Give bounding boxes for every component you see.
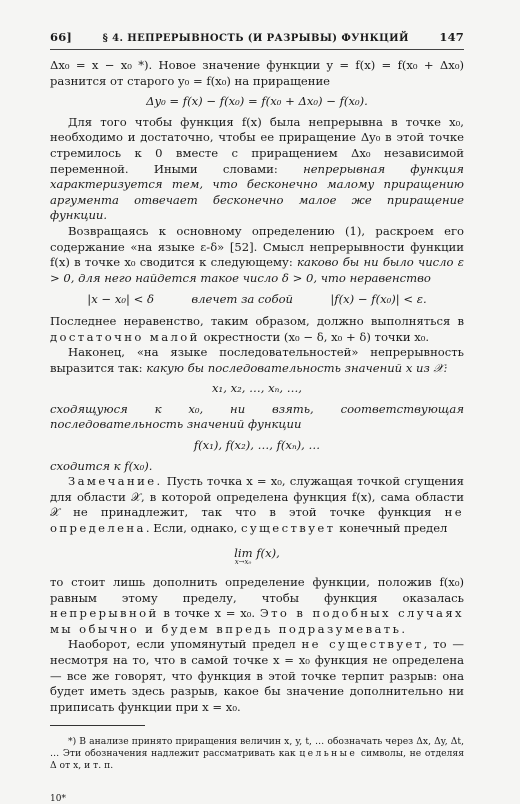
formula-sequence: x₁, x₂, …, xₙ, …, [212,381,302,396]
limit-subscript: x→x₀ [234,558,252,567]
spaced-not-defined: не определена [50,505,464,536]
remark-label: Замечание. [68,474,163,489]
criterion-text: Для того чтобы функция f(x) была непрерывна в точке x₀, необходимо и достаточно, чтобы ее приращение Δy₀ в этой точке стремилось к 0 вместе с приращением Δx₀ независимой переменной. Иными словами: [50,114,464,176]
spaced-small: достаточно малой [50,329,200,344]
spaced-exists: существует [241,521,336,536]
discontinuity-text: Наоборот, если упомянутый предел [68,637,302,652]
spaced-continuous: непрерывной [50,606,159,621]
inequality-connector: влечет за собой [191,292,294,307]
spaced-convention: Это в подобных случаях мы обычно и будем впредь подразумевать. [50,606,464,636]
formula-function-values: f(x₁), f(x₂), …, f(xₙ), … [193,438,321,453]
paragraph-epsilon-delta [50,224,464,286]
spaced-not-exists: не существует [301,637,424,652]
paragraph-converging: сходящуюся к x₀, ни взять, соответствующая последовательность значений функции [50,401,464,432]
inequality-right: |f(x) − f(x₀)| < ε. [330,292,427,307]
paragraph-remark [50,474,464,536]
footnote-tail: символы, не отделяя Δ от x, и т. п. [50,747,464,771]
epsilon-delta-italic: каково бы ни было число ε > 0, для него найдется такое число δ > 0, что неравенство [50,255,464,285]
sequences-text: Наконец, «на языке последовательностей» непрерывность выразится так: [50,345,464,375]
neighborhood-tail: окрестности (x₀ − δ, x₀ + δ) точки x₀. [199,329,430,344]
paragraph-neighborhood [50,314,464,345]
paragraph-increment: Δx₀ = x − x₀ *). Новое значение функции y = f(x) = f(x₀ + Δx₀) разнится от старого y₀ = f(x₀) на приращение [50,58,464,88]
page-body [50,58,464,715]
paragraph-extend-definition [50,575,464,637]
criterion-italic: непрерывная функция характеризуется тем, что бесконечно малому приращению аргумента отвечает бесконечно малое же приращение функции. [50,161,464,223]
paragraph-continuity-criterion [50,115,464,224]
remark-text: Пусть точка x = x₀, служащая точкой сгущения для области 𝒳, в которой определена функция f(x), сама области 𝒳 не принадлежит, так что в этой точке функция [50,474,464,520]
paragraph-converges: сходится к f(x₀). [50,458,153,473]
paragraph-discontinuity [50,637,464,715]
sequences-italic: какую бы последовательность значений x из 𝒳: [146,360,448,375]
header-section-ref: 66] [50,30,73,44]
running-header [50,30,464,50]
limit-expression: lim f(x), [234,545,280,560]
paragraph-sequences [50,345,464,376]
formula-limit [50,547,464,567]
footnote [50,736,464,772]
footnote-text: *) В анализе принято приращения величин x, y, t, … обозначать через Δx, Δy, Δt, … Эти обозначения надлежит рассматривать как [50,735,464,759]
footnote-divider [50,725,145,726]
remark-text-3: конечный предел [335,521,448,536]
formula-inequality [50,292,464,308]
extend-text: то стоит лишь дополнить определение функции, положив f(x₀) равным этому пределу, чтобы функция оказалась [50,575,464,605]
printer-signature: 10* [50,793,66,804]
header-title: § 4. НЕПРЕРЫВНОСТЬ (И РАЗРЫВЫ) ФУНКЦИЙ [102,33,409,44]
remark-text-2: . Если, однако, [145,521,242,536]
inequality-left: |x − x₀| < δ [87,292,154,307]
neighborhood-text: Последнее неравенство, таким образом, должно выполняться в [50,313,464,328]
extend-text-2: в точке x = x₀. [158,606,260,621]
discontinuity-text-2: , то — несмотря на то, что в самой точке x = x₀ функция не определена — все же говорят, что функция в этой точке терпит разрыв: она будет иметь здесь разрыв, какое бы значение дополнительно ни приписать функции при x = x₀. [50,637,465,714]
epsilon-delta-text: Возвращаясь к основному определению (1), раскроем его содержание «на языке ε-δ» [52]. Смысл непрерывности функции f(x) в точке x₀ сводится к следующему: [50,223,464,270]
page-number: 147 [439,30,464,44]
footnote-spaced: цельные [299,747,358,759]
formula-increment: Δy₀ = f(x) − f(x₀) = f(x₀ + Δx₀) − f(x₀). [146,94,368,109]
